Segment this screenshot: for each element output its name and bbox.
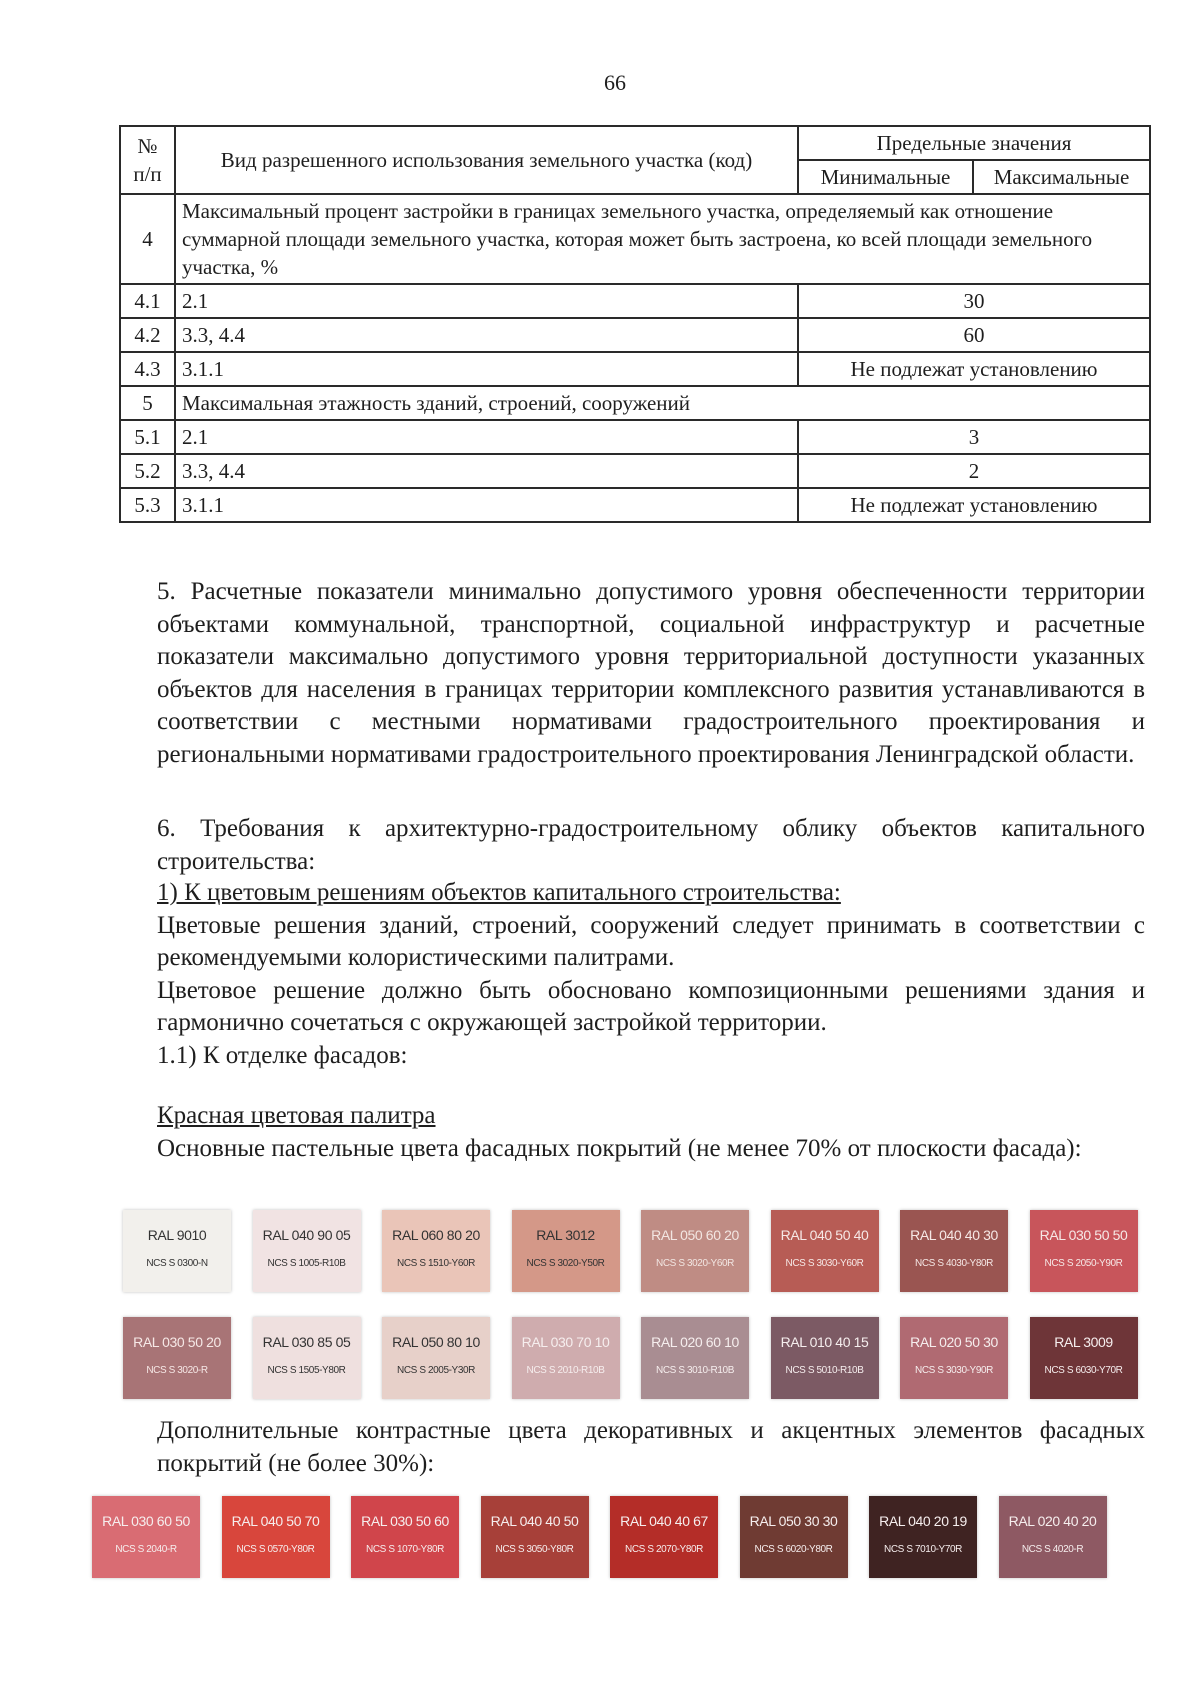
ral-code: RAL 030 50 60: [361, 1513, 449, 1529]
use-code: 2.1: [175, 420, 798, 454]
ncs-code: NCS S 2010-R10B: [526, 1365, 605, 1376]
ncs-code: NCS S 3020-Y60R: [656, 1258, 734, 1269]
ral-code: RAL 020 60 10: [651, 1334, 739, 1350]
ncs-code: NCS S 3020-Y50R: [526, 1258, 605, 1269]
ral-code: RAL 030 70 10: [521, 1334, 610, 1350]
table-row: [120, 420, 1150, 454]
row-number: 5.1: [120, 420, 175, 454]
ral-code: RAL 040 50 40: [780, 1227, 869, 1243]
extra-colors-section: [85, 1415, 1145, 1480]
header-max: Максимальные: [973, 160, 1150, 194]
ral-code: RAL 050 60 20: [651, 1227, 739, 1243]
section-title: Максимальный процент застройки в границах земельного участка, определяемый как отношение суммарной площади земельного участка, которая может быть застроена, ко всей площади земельного участка, %: [175, 194, 1150, 284]
ncs-code: NCS S 2005-Y30R: [397, 1365, 475, 1376]
page-number: 66: [604, 70, 626, 95]
accent-colors-row: [0, 1496, 1200, 1586]
ncs-code: NCS S 6030-Y70R: [1044, 1365, 1123, 1376]
ral-code: RAL 010 40 15: [780, 1334, 869, 1350]
color-solutions-text: Цветовые решения зданий, строений, сооружений следует принимать в соответствии с рекомендуемыми колористическими палитрами.: [157, 911, 1145, 971]
palette-section: [85, 1100, 1145, 1165]
color-swatch: [351, 1496, 459, 1578]
color-swatch: [1030, 1210, 1138, 1292]
row-number: 4.2: [120, 318, 175, 352]
ral-code: RAL 040 40 67: [620, 1513, 708, 1529]
ral-code: RAL 3012: [536, 1227, 595, 1243]
color-swatch: [123, 1317, 231, 1399]
limit-value: Не подлежат установлению: [798, 352, 1150, 386]
color-swatch: [123, 1210, 231, 1292]
section-title: Максимальная этажность зданий, строений, сооружений: [175, 386, 1150, 420]
paragraph-5-text: 5. Расчетные показатели минимально допустимого уровня обеспеченности территории объектами коммунальной, транспортной, социальной инфраструктур и расчетные показатели максимально допустимого уровня территориальной доступности указанных объектов для населения в границах территории комплексного развития устанавливаются в соответствии с местными нормативами градостроительного проектирования и региональными нормативами градостроительного проектирования Ленинградской области.: [157, 578, 1145, 768]
ncs-code: NCS S 1505-Y80R: [267, 1365, 346, 1376]
color-swatch: [900, 1210, 1008, 1292]
row-number: 5: [120, 386, 175, 420]
ncs-code: NCS S 1510-Y60R: [397, 1258, 475, 1269]
ncs-code: NCS S 2070-Y80R: [625, 1544, 703, 1555]
ncs-code: NCS S 3030-Y90R: [915, 1365, 993, 1376]
ral-code: RAL 040 20 19: [879, 1513, 967, 1529]
ncs-code: NCS S 7010-Y70R: [884, 1544, 962, 1555]
ncs-code: NCS S 3020-R: [146, 1365, 208, 1376]
paragraph-6-1: [85, 877, 1145, 1072]
ncs-code: NCS S 5010-R10B: [785, 1365, 864, 1376]
color-swatch: [771, 1317, 879, 1399]
ral-code: RAL 060 80 20: [392, 1227, 480, 1243]
extra-colors-text: Дополнительные контрастные цвета декоративных и акцентных элементов фасадных покрытий (не более 30%):: [157, 1417, 1145, 1477]
ral-code: RAL 030 85 05: [262, 1334, 351, 1350]
ncs-code: NCS S 0300-N: [146, 1258, 208, 1269]
limit-value: 60: [798, 318, 1150, 352]
color-swatch: [382, 1210, 490, 1292]
limit-value: 30: [798, 284, 1150, 318]
color-swatch: [641, 1210, 749, 1292]
main-colors-row-1: [0, 1210, 1200, 1300]
ncs-code: NCS S 2040-R: [115, 1544, 177, 1555]
ral-code: RAL 030 50 50: [1039, 1227, 1128, 1243]
table-row: [120, 454, 1150, 488]
color-swatch: [869, 1496, 977, 1578]
ncs-code: NCS S 6020-Y80R: [754, 1544, 833, 1555]
color-swatch: [222, 1496, 330, 1578]
row-number: 4.3: [120, 352, 175, 386]
limit-value: Не подлежат установлению: [798, 488, 1150, 522]
ral-code: RAL 020 50 30: [910, 1334, 998, 1350]
color-swatch: [382, 1317, 490, 1399]
color-swatch: [999, 1496, 1107, 1578]
ral-code: RAL 040 50 70: [231, 1513, 320, 1529]
header-number: № п/п: [120, 126, 175, 194]
table-row: [120, 194, 1150, 284]
limit-value: 3: [798, 420, 1150, 454]
color-swatch: [641, 1317, 749, 1399]
color-swatch: [740, 1496, 848, 1578]
color-swatch: [512, 1317, 620, 1399]
ral-code: RAL 9010: [147, 1227, 207, 1243]
header-limit-values: Предельные значения: [798, 126, 1150, 160]
ral-code: RAL 030 60 50: [102, 1513, 190, 1529]
main-colors-text: Основные пастельные цвета фасадных покрытий (не менее 70% от плоскости фасада):: [157, 1134, 1082, 1162]
color-swatch: [253, 1210, 361, 1292]
table-row: [120, 488, 1150, 522]
color-swatch: [771, 1210, 879, 1292]
ncs-code: NCS S 4030-Y80R: [915, 1258, 993, 1269]
paragraph-6: [85, 813, 1145, 878]
ncs-code: NCS S 3010-R10B: [656, 1365, 734, 1376]
color-composition-text: Цветовое решение должно быть обосновано композиционными решениями здания и гармонично сочетаться с окружающей застройкой территории.: [157, 976, 1145, 1036]
row-number: 5.2: [120, 454, 175, 488]
table-row: [120, 318, 1150, 352]
ncs-code: NCS S 2050-Y90R: [1044, 1258, 1123, 1269]
use-code: 3.3, 4.4: [175, 454, 798, 488]
ral-code: RAL 030 50 20: [133, 1334, 221, 1350]
use-code: 3.1.1: [175, 352, 798, 386]
red-palette-title: Красная цветовая палитра: [157, 1102, 436, 1129]
ral-code: RAL 040 40 30: [910, 1227, 998, 1243]
ral-code: RAL 050 30 30: [749, 1513, 838, 1529]
limit-value: 2: [798, 454, 1150, 488]
color-swatch: [253, 1317, 361, 1399]
color-swatch: [900, 1317, 1008, 1399]
row-number: 4.1: [120, 284, 175, 318]
color-swatch: [610, 1496, 718, 1578]
color-solutions-heading: 1) К цветовым решениям объектов капитального строительства:: [157, 879, 841, 906]
regulation-table: [119, 125, 1151, 523]
row-number: 5.3: [120, 488, 175, 522]
ncs-code: NCS S 1005-R10B: [267, 1258, 346, 1269]
use-code: 3.1.1: [175, 488, 798, 522]
main-colors-row-2: [0, 1317, 1200, 1407]
row-number: 4: [120, 194, 175, 284]
paragraph-5: [85, 576, 1145, 771]
ral-code: RAL 040 40 50: [490, 1513, 579, 1529]
table-row: [120, 386, 1150, 420]
color-swatch: [92, 1496, 200, 1578]
ncs-code: NCS S 4020-R: [1021, 1544, 1084, 1555]
facade-finishing-heading: 1.1) К отделке фасадов:: [157, 1041, 408, 1069]
table-row: [120, 284, 1150, 318]
ncs-code: NCS S 0570-Y80R: [236, 1544, 315, 1555]
use-code: 2.1: [175, 284, 798, 318]
use-code: 3.3, 4.4: [175, 318, 798, 352]
color-swatch: [512, 1210, 620, 1292]
ral-code: RAL 020 40 20: [1008, 1513, 1097, 1529]
header-min: Минимальные: [798, 160, 973, 194]
ncs-code: NCS S 1070-Y80R: [366, 1544, 444, 1555]
ral-code: RAL 050 80 10: [392, 1334, 480, 1350]
ncs-code: NCS S 3050-Y80R: [495, 1544, 574, 1555]
color-swatch: [1030, 1317, 1138, 1399]
table-row: [120, 352, 1150, 386]
header-use-type: Вид разрешенного использования земельного участка (код): [175, 126, 798, 194]
color-swatch: [481, 1496, 589, 1578]
ral-code: RAL 040 90 05: [262, 1227, 351, 1243]
ral-code: RAL 3009: [1054, 1334, 1113, 1350]
paragraph-6-text: 6. Требования к архитектурно-градостроительному облику объектов капитального строительства:: [157, 815, 1145, 875]
ncs-code: NCS S 3030-Y60R: [785, 1258, 864, 1269]
